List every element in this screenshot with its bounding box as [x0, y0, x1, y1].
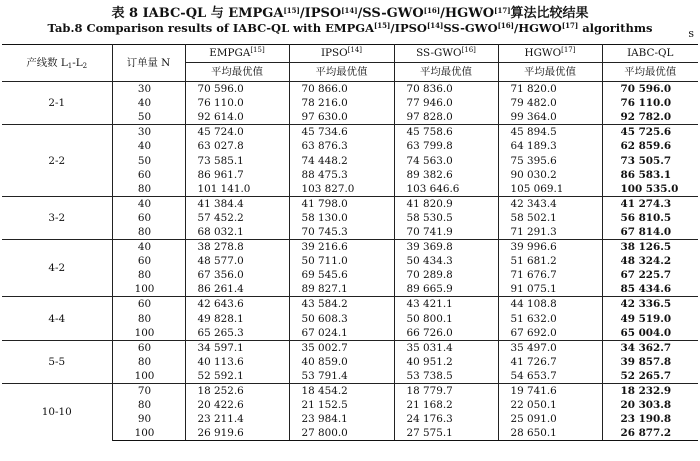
value-cell: 71 820.0 [498, 82, 602, 97]
value-cell: 88 475.3 [289, 168, 394, 182]
order-quantity-cell: 40 [112, 240, 185, 255]
value-cell: 25 091.0 [498, 412, 602, 426]
order-quantity-cell: 60 [112, 168, 185, 182]
value-cell: 18 252.6 [185, 383, 289, 398]
order-quantity-cell: 100 [112, 326, 185, 341]
value-cell: 97 630.0 [289, 110, 394, 125]
comparison-table [2, 44, 698, 441]
value-cell: 75 395.6 [498, 153, 602, 167]
table-row [2, 125, 698, 140]
value-cell: 50 711.0 [289, 254, 394, 268]
value-cell: 70 745.3 [289, 225, 394, 240]
value-cell: 64 189.3 [498, 139, 602, 153]
value-cell: 27 800.0 [289, 426, 394, 441]
value-cell: 50 800.1 [394, 312, 498, 326]
value-cell: 74 448.2 [289, 153, 394, 167]
value-cell: 53 738.5 [394, 369, 498, 384]
value-cell: 91 075.1 [498, 282, 602, 297]
value-cell: 51 632.0 [498, 312, 602, 326]
order-quantity-cell: 100 [112, 369, 185, 384]
value-cell: 67 024.1 [289, 326, 394, 341]
best-value-cell: 34 362.7 [602, 340, 698, 355]
value-cell: 70 836.0 [394, 82, 498, 97]
value-cell: 35 002.7 [289, 340, 394, 355]
best-value-cell: 56 810.5 [620, 211, 672, 224]
value-cell: 86 961.7 [185, 168, 289, 182]
value-cell: 21 152.5 [289, 398, 394, 412]
value-cell: 101 141.0 [185, 182, 289, 197]
value-cell: 23 984.1 [289, 412, 394, 426]
value-cell: 27 575.1 [394, 426, 498, 441]
best-value-cell: 65 004.0 [620, 326, 672, 339]
best-value-cell: 18 232.9 [602, 383, 698, 398]
table-title-chinese: 表 8 IABC-QL 与 EMPGA[15]/IPSO[14]/SS-GWO[16]/HGWO[17]算法比较结果 [111, 6, 589, 21]
value-cell: 92 614.0 [185, 110, 289, 125]
best-value-cell: 45 725.6 [602, 125, 698, 140]
best-value-cell: 41 274.3 [602, 196, 698, 211]
best-value-cell: 70 596.0 [620, 83, 672, 96]
value-cell: 58 130.0 [289, 211, 394, 225]
value-cell: 53 791.4 [289, 369, 394, 384]
value-cell: 45 758.6 [394, 125, 498, 140]
value-cell: 105 069.1 [498, 182, 602, 197]
value-cell: 35 497.0 [498, 340, 602, 355]
order-quantity-cell: 80 [112, 268, 185, 282]
value-cell: 40 113.6 [185, 355, 289, 369]
value-cell: 89 827.1 [289, 282, 394, 297]
value-cell: 54 653.7 [498, 369, 602, 384]
value-cell: 41 820.9 [394, 196, 498, 211]
value-cell: 20 422.6 [185, 398, 289, 412]
value-cell: 68 032.1 [185, 225, 289, 240]
avg-best-header: 平均最优值 [394, 63, 498, 82]
value-cell: 69 545.6 [289, 268, 394, 282]
value-cell: 41 726.7 [498, 355, 602, 369]
table-row [2, 82, 698, 97]
algorithm-header: SS-GWO[16] [394, 45, 498, 63]
value-cell: 48 577.0 [185, 254, 289, 268]
best-value-cell: 85 434.6 [620, 283, 672, 296]
value-cell: 89 665.9 [394, 282, 498, 297]
order-quantity-cell: 80 [112, 312, 185, 326]
best-value-cell: 100 535.0 [620, 182, 679, 195]
value-cell: 57 452.2 [185, 211, 289, 225]
line-group-label: 4-2 [2, 240, 112, 297]
value-cell: 63 799.8 [394, 139, 498, 153]
value-cell: 70 289.8 [394, 268, 498, 282]
value-cell: 40 859.0 [289, 355, 394, 369]
value-cell: 73 585.1 [185, 153, 289, 167]
best-value-cell: 73 505.7 [620, 154, 672, 167]
value-cell: 28 650.1 [498, 426, 602, 441]
value-cell: 49 828.1 [185, 312, 289, 326]
best-value-cell: 62 859.6 [620, 140, 672, 153]
line-count-header: 产线数 $L_1-L_2$ [2, 45, 112, 82]
order-quantity-cell: 100 [112, 426, 185, 441]
value-cell: 45 734.6 [289, 125, 394, 140]
algorithm-header: IABC-QL [602, 45, 698, 63]
value-cell: 70 596.0 [185, 82, 289, 97]
value-cell: 86 261.4 [185, 282, 289, 297]
value-cell: 24 176.3 [394, 412, 498, 426]
avg-best-header: 平均最优值 [289, 63, 394, 82]
best-value-cell: 26 877.2 [602, 426, 698, 441]
value-cell: 58 502.1 [498, 211, 602, 225]
line-group-label: 3-2 [2, 196, 112, 239]
value-cell: 34 597.1 [185, 340, 289, 355]
algorithm-header: EMPGA[15] [185, 45, 289, 63]
value-cell: 103 827.0 [289, 182, 394, 197]
value-cell: 41 798.0 [289, 196, 394, 211]
order-quantity-cell: 80 [112, 182, 185, 197]
line-group-label: 2-1 [2, 82, 112, 125]
order-quantity-cell: 30 [112, 125, 185, 140]
line-group-label: 4-4 [2, 297, 112, 340]
table-row [2, 240, 698, 255]
value-cell: 70 741.9 [394, 225, 498, 240]
avg-best-header: 平均最优值 [602, 63, 698, 82]
value-cell: 51 681.2 [498, 254, 602, 268]
value-cell: 45 894.5 [498, 125, 602, 140]
order-quantity-cell: 50 [112, 153, 185, 167]
best-value-cell: 67 814.0 [620, 225, 672, 238]
value-cell: 42 643.6 [185, 297, 289, 312]
avg-best-header: 平均最优值 [185, 63, 289, 82]
order-quantity-cell: 40 [112, 196, 185, 211]
value-cell: 18 779.7 [394, 383, 498, 398]
value-cell: 19 741.6 [498, 383, 602, 398]
order-quantity-cell: 60 [112, 254, 185, 268]
order-quantity-cell: 40 [112, 139, 185, 153]
best-value-cell: 23 190.8 [620, 413, 672, 426]
value-cell: 89 382.6 [394, 168, 498, 182]
value-cell: 44 108.8 [498, 297, 602, 312]
value-cell: 77 946.0 [394, 96, 498, 110]
table-row [2, 340, 698, 355]
order-quantity-cell: 70 [112, 383, 185, 398]
value-cell: 71 291.3 [498, 225, 602, 240]
value-cell: 42 343.4 [498, 196, 602, 211]
best-value-cell: 39 857.8 [620, 355, 672, 368]
value-cell: 21 168.2 [394, 398, 498, 412]
value-cell: 39 369.8 [394, 240, 498, 255]
unit-label: s [688, 27, 694, 40]
value-cell: 50 434.3 [394, 254, 498, 268]
order-quantity-cell: 60 [112, 297, 185, 312]
value-cell: 52 592.1 [185, 369, 289, 384]
value-cell: 67 692.0 [498, 326, 602, 341]
order-quantity-cell: 40 [112, 96, 185, 110]
value-cell: 103 646.6 [394, 182, 498, 197]
table-row [2, 297, 698, 312]
best-value-cell: 92 782.0 [620, 111, 672, 124]
algorithm-header: HGWO[17] [498, 45, 602, 63]
value-cell: 66 726.0 [394, 326, 498, 341]
table-body [2, 82, 698, 441]
line-group-label: 5-5 [2, 340, 112, 383]
value-cell: 39 216.6 [289, 240, 394, 255]
value-cell: 45 724.0 [185, 125, 289, 140]
line-group-label: 2-2 [2, 125, 112, 196]
value-cell: 38 278.8 [185, 240, 289, 255]
best-value-cell: 86 583.1 [620, 168, 672, 181]
value-cell: 40 951.2 [394, 355, 498, 369]
order-quantity-cell: 30 [112, 82, 185, 97]
algorithm-header: IPSO[14] [289, 45, 394, 63]
value-cell: 50 608.3 [289, 312, 394, 326]
value-cell: 65 265.3 [185, 326, 289, 341]
value-cell: 70 866.0 [289, 82, 394, 97]
value-cell: 97 828.0 [394, 110, 498, 125]
value-cell: 63 876.3 [289, 139, 394, 153]
order-quantity-cell: 80 [112, 355, 185, 369]
value-cell: 18 454.2 [289, 383, 394, 398]
value-cell: 63 027.8 [185, 139, 289, 153]
value-cell: 43 421.1 [394, 297, 498, 312]
order-quantity-cell: 60 [112, 340, 185, 355]
order-quantity-header: 订单量 N [112, 45, 185, 82]
order-quantity-cell: 80 [112, 398, 185, 412]
value-cell: 74 563.0 [394, 153, 498, 167]
value-cell: 90 030.2 [498, 168, 602, 182]
line-group-label: 10-10 [2, 383, 112, 440]
value-cell: 71 676.7 [498, 268, 602, 282]
best-value-cell: 42 336.5 [602, 297, 698, 312]
best-value-cell: 20 303.8 [620, 399, 672, 412]
value-cell: 76 110.0 [185, 96, 289, 110]
best-value-cell: 48 324.2 [620, 255, 672, 268]
avg-best-header: 平均最优值 [498, 63, 602, 82]
best-value-cell: 52 265.7 [620, 369, 672, 382]
value-cell: 79 482.0 [498, 96, 602, 110]
value-cell: 67 356.0 [185, 268, 289, 282]
best-value-cell: 49 519.0 [620, 312, 672, 325]
best-value-cell: 67 225.7 [620, 269, 672, 282]
value-cell: 43 584.2 [289, 297, 394, 312]
value-cell: 35 031.4 [394, 340, 498, 355]
value-cell: 22 050.1 [498, 398, 602, 412]
value-cell: 41 384.4 [185, 196, 289, 211]
order-quantity-cell: 90 [112, 412, 185, 426]
order-quantity-cell: 100 [112, 282, 185, 297]
best-value-cell: 76 110.0 [620, 97, 672, 110]
table-title-english: Tab.8 Comparison results of IABC-QL with EMPGA[15]/IPSO[14]SS-GWO[16]/HGWO[17] algorithms [47, 21, 653, 35]
table-row [2, 383, 698, 398]
value-cell: 39 996.6 [498, 240, 602, 255]
value-cell: 23 211.4 [185, 412, 289, 426]
value-cell: 99 364.0 [498, 110, 602, 125]
order-quantity-cell: 50 [112, 110, 185, 125]
value-cell: 78 216.0 [289, 96, 394, 110]
value-cell: 58 530.5 [394, 211, 498, 225]
table-row [2, 196, 698, 211]
order-quantity-cell: 80 [112, 225, 185, 240]
value-cell: 26 919.6 [185, 426, 289, 441]
order-quantity-cell: 60 [112, 211, 185, 225]
best-value-cell: 38 126.5 [602, 240, 698, 255]
